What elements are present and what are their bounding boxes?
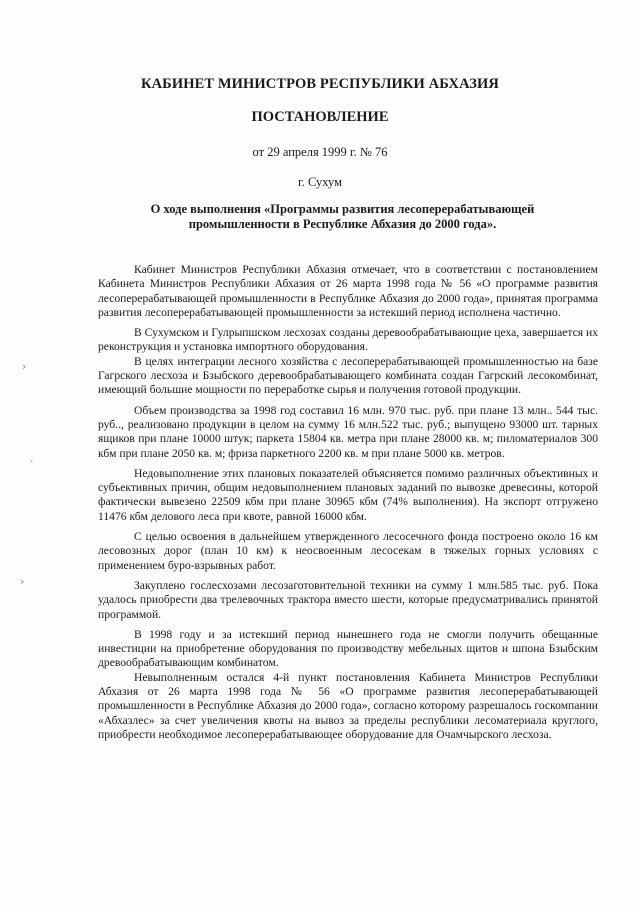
- paragraph: Недовыполнение этих плановых показателей объясняется помимо различных объективных и субъективных причин, общим недовыполнением плановых заданий по вывозке древесины, которой фактически вывезено 22509 кбм при плане 30965 кбм (74% выполнения). На экспорт отгружено 11476 кбм делового леса при квоте, равной 16000 кбм.: [98, 466, 598, 523]
- paragraph: Невыполненным остался 4-й пункт постановления Кабинета Министров Республики Абхазия от 26 марта 1998 года № 56 «О программе развития лесоперерабатывающей промышленности в Республике Абхазия до 2000 года», согласно которому разрешалось госкомпании «Абхазлес» за счет увеличения квоты на вывоз за пределы республики лесоматериала круглого, приобрести необходимое лесоперерабатывающее оборудование для Очамчырского лесхоза.: [98, 670, 598, 741]
- margin-mark: ›: [20, 575, 25, 588]
- organization-title: КАБИНЕТ МИНИСТРОВ РЕСПУБЛИКИ АБХАЗИЯ: [140, 76, 500, 92]
- city-line: г. Сухум: [297, 175, 342, 189]
- document-body: [98, 263, 598, 742]
- paragraph: Закуплено гослесхозами лесозаготовительной техники на сумму 1 млн.585 тыс. руб. Пока удалось приобрести два трелевочных трактора вместо шести, которые предусматривались принятой программой.: [98, 578, 598, 621]
- paragraph: В Сухумском и Гулрыпшском лесхозах созданы деревообрабатывающие цеха, завершается их реконструкция и установка импортного оборудования.: [98, 326, 598, 354]
- paragraph: Кабинет Министров Республики Абхазия отмечает, что в соответствии с постановлением Кабинета Министров Республики Абхазия от 26 марта 1998 года № 56 «О программе развития лесоперерабатывающей промышленности в Республике Абхазия до 2000 года», принятая программа развития лесоперерабатывающей промышленности за истекший период исполнена частично.: [98, 263, 598, 319]
- margin-mark: ›: [22, 360, 27, 373]
- paragraph: В 1998 году и за истекший период нынешнего года не смогли получить обещанные инвестиции на приобретение оборудования по производству мебельных щитов и шпона Бзыбским древообрабатывающим комбинатом.: [98, 627, 598, 670]
- document-subject: О ходе выполнения «Программы развития лесоперерабатывающей промышленности в Республике Абхазия до 2000 года».: [150, 202, 535, 231]
- paragraph: Объем производства за 1998 год составил 16 млн. 970 тыс. руб. при плане 13 млн.. 544 тыс. руб.., реализовано продукции в целом на сумму 16 млн.522 тыс. руб.; выпущено 93000 шт. тарных ящиков при плане 10000 штук; паркета 15804 кв. метра при плане 28000 кв. м; пиломатериалов 300 кбм при плане 2050 кв. м; фриза паркетного 2200 кв. м при плане 5000 кв. метров.: [98, 403, 598, 460]
- paragraph: В целях интеграции лесного хозяйства с лесоперерабатывающей промышленностью на базе Гагрского лесхоза и Бзыбского деревообрабатывающего комбината создан Гагрский лесокомбинат, имеющий большие мощности по переработке сырья и получения готовой продукции.: [98, 354, 598, 397]
- document-type-title: ПОСТАНОВЛЕНИЕ: [251, 109, 389, 125]
- paragraph: С целью освоения в дальнейшем утвержденного лесосечного фонда построено около 16 км лесовозных дорог (план 10 км) к неосвоенным лесосекам в тяжелых горных условиях с применением буро-взрывных работ.: [98, 530, 598, 572]
- margin-mark: ·: [30, 455, 34, 468]
- date-and-number: от 29 апреля 1999 г. № 76: [252, 145, 388, 159]
